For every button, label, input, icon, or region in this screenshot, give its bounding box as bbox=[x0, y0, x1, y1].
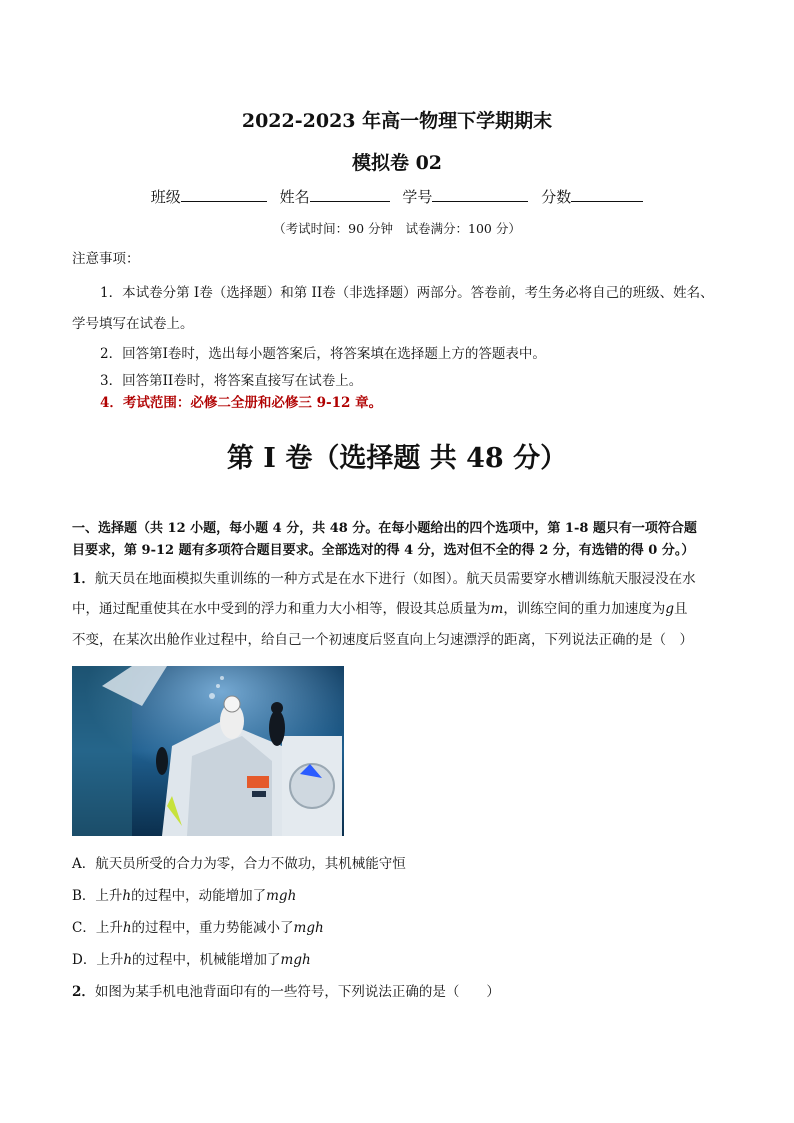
note-item-1-line1: 1．本试卷分第 I卷（选择题）和第 II卷（非选择题）两部分。答卷前，考生务必将自己的班级、姓名、 bbox=[100, 285, 714, 301]
note-item-4: 4．考试范围：必修二全册和必修三 9-12 章。 bbox=[100, 395, 383, 411]
question-1-line1: 1．航天员在地面模拟失重训练的一种方式是在水下进行（如图）。航天员需要穿水槽训练航天服浸没在水 bbox=[72, 571, 696, 587]
question-2-number: 2． bbox=[72, 984, 95, 1000]
score-blank[interactable] bbox=[571, 187, 643, 202]
question-1-option-c: C．上升h的过程中，重力势能减小了mgh bbox=[72, 920, 324, 936]
student-id-label: 学号 bbox=[402, 188, 433, 206]
note-item-2: 2．回答第I卷时，选出每小题答案后，将答案填在选择题上方的答题表中。 bbox=[100, 346, 546, 362]
class-label: 班级 bbox=[150, 188, 181, 206]
question-1-option-b: B．上升h的过程中，动能增加了mgh bbox=[72, 888, 297, 904]
name-blank[interactable] bbox=[310, 187, 390, 202]
exam-title: 2022-2023 年高一物理下学期期末 bbox=[241, 110, 553, 132]
section-instruction-line2: 目要求，第 9-12 题有多项符合题目要求。全部选对的得 4 分，选对但不全的得 2 分，有选错的得 0 分。） bbox=[72, 543, 695, 558]
question-1-line2: 中，通过配重使其在水中受到的浮力和重力大小相等，假设其总质量为m，训练空间的重力加速度为g且 bbox=[72, 601, 688, 617]
question-2: 2．如图为某手机电池背面印有的一些符号，下列说法正确的是（ ） bbox=[72, 984, 500, 1000]
student-info-row bbox=[0, 186, 794, 207]
notes-heading: 注意事项： bbox=[72, 251, 140, 267]
note-item-3: 3．回答第II卷时，将答案直接写在试卷上。 bbox=[100, 373, 363, 389]
score-label: 分数 bbox=[541, 188, 572, 206]
question-1-option-a: A．航天员所受的合力为零，合力不做功，其机械能守恒 bbox=[72, 856, 406, 872]
question-1-line3: 不变，在某次出舱作业过程中，给自己一个初速度后竖直向上匀速漂浮的距离，下列说法正确的是（ ） bbox=[72, 632, 693, 648]
section-title: 第 I 卷（选择题 共 48 分） bbox=[226, 443, 568, 474]
student-id-blank[interactable] bbox=[432, 187, 528, 202]
name-label: 姓名 bbox=[279, 188, 310, 206]
class-blank[interactable] bbox=[181, 187, 267, 202]
time-note: （考试时间：90 分钟 试卷满分：100 分） bbox=[273, 221, 521, 236]
question-1-number: 1． bbox=[72, 571, 95, 587]
question-1-option-d: D．上升h的过程中，机械能增加了mgh bbox=[72, 952, 311, 968]
section-instruction-line1: 一、选择题（共 12 小题，每小题 4 分，共 48 分。在每小题给出的四个选项中，第 1-8 题只有一项符合题 bbox=[72, 521, 697, 536]
underwater-training-photo bbox=[72, 666, 344, 836]
note-item-1-line2: 学号填写在试卷上。 bbox=[72, 316, 194, 332]
exam-subtitle: 模拟卷 02 bbox=[351, 152, 443, 174]
